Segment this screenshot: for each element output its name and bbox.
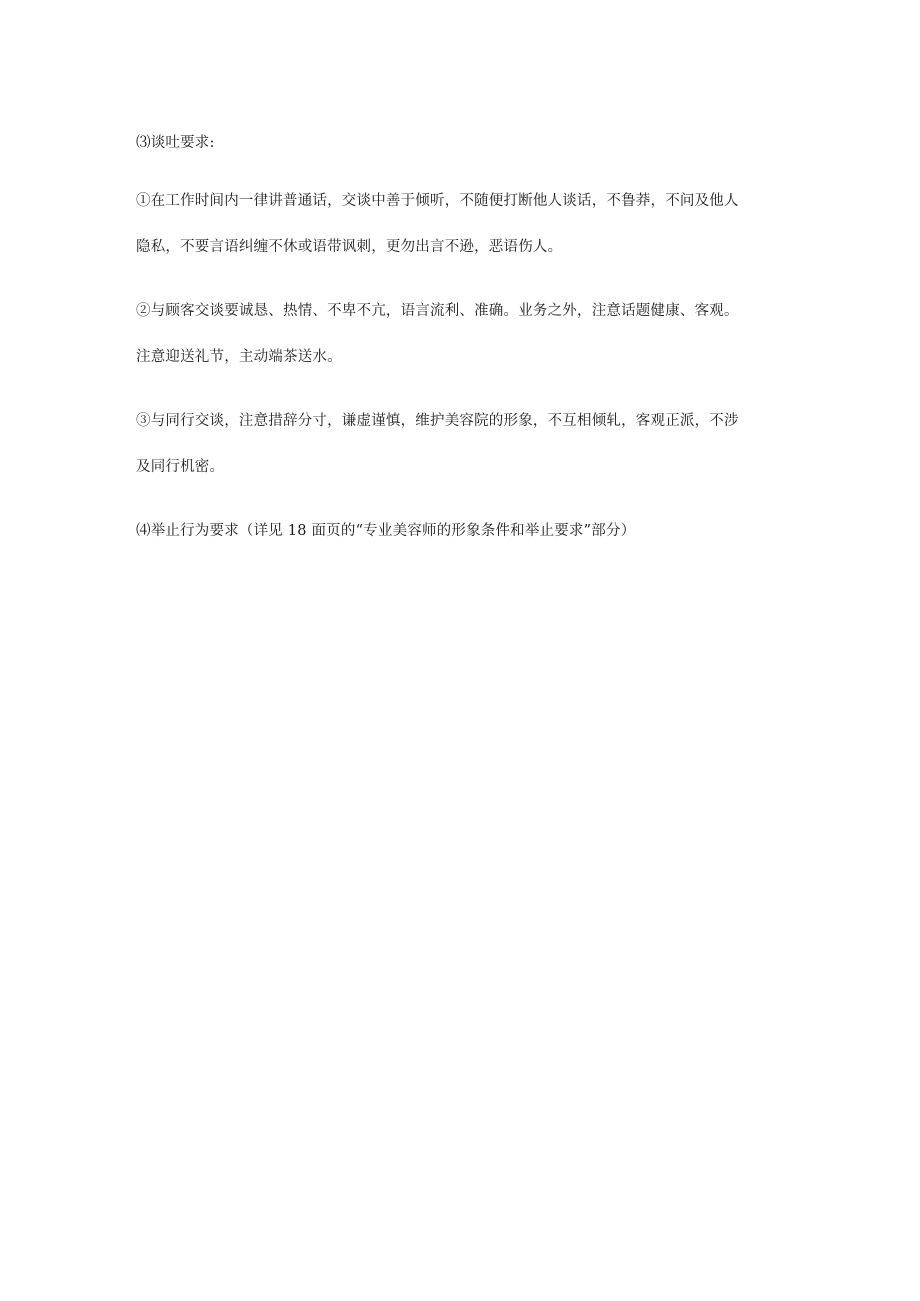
item-3-line-1: ③与同行交谈，注意措辞分寸，谦虚谨慎，维护美容院的形象，不互相倾轧，客观正派，不涉 (136, 413, 739, 429)
section-heading-speech: ⑶谈吐要求: (136, 135, 215, 151)
item-3-line-2: 及同行机密。 (136, 459, 225, 475)
section-heading-behavior: ⑷举止行为要求（详见 18 面页的“专业美容师的形象条件和举止要求”部分） (136, 523, 636, 539)
item-1-line-1: ①在工作时间内一律讲普通话，交谈中善于倾听，不随便打断他人谈话，不鲁莽，不问及他人 (136, 193, 739, 209)
item-2-line-1: ②与顾客交谈要诚恳、热情、不卑不亢，语言流利、准确。业务之外，注意话题健康、客观。 (136, 303, 739, 319)
item-2-line-2: 注意迎送礼节，主动端茶送水。 (136, 349, 342, 365)
item-1-line-2: 隐私，不要言语纠缠不休或语带讽刺，更勿出言不逊，恶语伤人。 (136, 239, 563, 255)
